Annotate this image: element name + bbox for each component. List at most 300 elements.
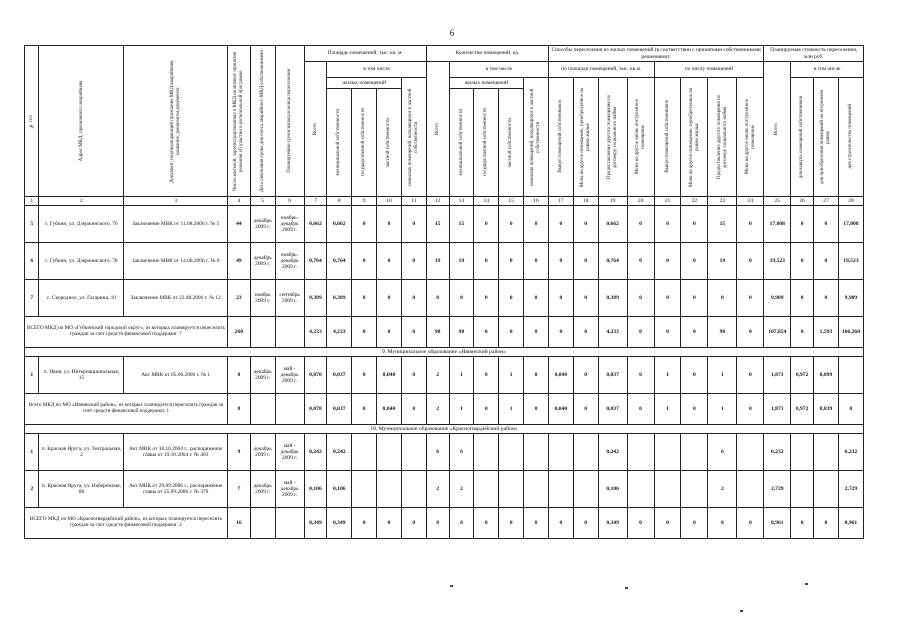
column-number: 10 (377, 197, 402, 206)
row-value: 6,232 (764, 434, 791, 471)
row-value: 0 (573, 206, 598, 243)
row-value: 0 (681, 357, 708, 394)
row-value: 2 (426, 357, 449, 394)
row-value: 0 (681, 206, 708, 243)
total-value: 0 (573, 317, 598, 348)
column-number: 3 (124, 197, 228, 206)
total-empty (250, 394, 275, 425)
total-value: 0 (377, 508, 402, 539)
row-document: Акт МВК от 29.09.2006 г., распоряжение главы от 25.09.2006 г. № 370 (124, 471, 228, 508)
column-number: 25 (764, 197, 791, 206)
total-row (25, 317, 864, 348)
row-value: 0 (401, 280, 426, 317)
row-number: 2 (25, 471, 39, 508)
column-number: 16 (524, 197, 549, 206)
total-value: 0 (838, 394, 863, 425)
row-demolish-date: декабрь 2009 г. (250, 471, 275, 508)
total-value: 98 (708, 317, 737, 348)
column-number: 13 (449, 197, 474, 206)
row-value: 6 (708, 434, 737, 471)
row-value: 8 (426, 280, 449, 317)
row-value: 17,008 (764, 206, 791, 243)
row-value: 0,242 (598, 434, 627, 471)
hdr-period: Планируемые сроки начала и конца переселения (275, 46, 304, 197)
row-value: 0,040 (548, 357, 573, 394)
total-value: 0 (737, 508, 764, 539)
total-value: 0 (573, 394, 598, 425)
total-value: 0,040 (377, 394, 402, 425)
row-value: 0 (401, 357, 426, 394)
total-value: 0 (377, 317, 402, 348)
total-value: 1 (499, 394, 524, 425)
row-period: май - декабрь 2009 г. (275, 471, 304, 508)
row-value: 0 (737, 243, 764, 280)
row-value: 0,106 (327, 471, 352, 508)
hdr-address: Адрес МКД, признанного аварийным (39, 46, 124, 197)
row-value: 19,523 (764, 243, 791, 280)
row-value: 0,242 (327, 434, 352, 471)
total-value: 0 (791, 508, 814, 539)
table-row (25, 471, 864, 508)
column-number: 7 (304, 197, 327, 206)
total-value: 1 (708, 394, 737, 425)
row-value: 0 (573, 243, 598, 280)
total-value: 0 (401, 317, 426, 348)
row-value (791, 434, 814, 471)
table-row (25, 357, 864, 394)
total-value: 0 (627, 394, 654, 425)
row-value: 0,389 (327, 280, 352, 317)
column-number: 14 (474, 197, 499, 206)
total-value: 0 (499, 508, 524, 539)
total-row (25, 508, 864, 539)
row-value: 0 (654, 280, 681, 317)
row-value: 0,037 (327, 357, 352, 394)
total-people: 16 (227, 508, 250, 539)
total-empty (275, 394, 304, 425)
row-value: 0,662 (598, 206, 627, 243)
row-document: Заключение МВК от 11.08.2006 г. № 5 (124, 206, 228, 243)
total-value: 0 (627, 508, 654, 539)
row-value: 2 (708, 471, 737, 508)
row-value: 0,899 (814, 357, 839, 394)
row-value: 1 (499, 357, 524, 394)
scan-mark (450, 585, 453, 587)
total-value: 0 (401, 394, 426, 425)
row-value: 19 (708, 243, 737, 280)
column-number: 28 (838, 197, 863, 206)
resettlement-table: № п/п Адрес МКД, признанного аварийным Документ, подтверждающий признание МКД аварийным, название, реквизиты документа Число жителей, зарегистрированных в МКД на момент принятия решения об участии в региональной программе Дата окончания срока для сноса аварийного МКД собственниками Планируемые сроки начала и конца переселения Площадь помещений, тыс. кв. м. Количество помещений, ед. Способы переселения из жилых помещений (в соответствии с принятыми собственниками решениями): Планируемая стоимость переселения, млн руб. Всего в том числе Всего в том числе по площади помещений, тыс. кв.м. по числу помещений Всего в том числе жилых помещений нежилых помещений, находящихся в частной собственности жилых помещений нежилых помещений, находящихся в частной собственности Выкуп помещений собственников Мена на другое помещение, приобретенное на рынке жилья Предоставление другого помещения по договору социального найма Мена на другое вновь построенное помещение Выкуп помещений собственников Мена на другое помещение, приобретенное на рынке жилья Предоставление другого помещения по договору социального найма Мена на другое вновь построенное помещение для выкупа помещений собственников для приобретения помещений на вторичном рынке для строительства помещений муниципальной собственности государственной собственности частной собственности муниципальной собственности государственной собственности частной собственности 1 2 3 4 5 6 7 8 9 10 11 12 13 14 15 16 17 18 19 20 21 22 23 24 25 26 27 28 5 г. Губкин, ул. Дзержинского, 76 Заключение МВК от 11.08.2006 г. № 5 44 декабрь 2009 г. ноябрь-декабрь 2009 г. 0,662 0,662 0 0 0 15 15 0 0 0 0 0 0,662 0 0 0 15 0 17,008 0 0 17,008 6 г. Губкин, ул. Дзержинского, 78 Заключение МВК от 14.08.2006 г. № 6 49 декабрь 2009 г. ноябрь-декабрь 2009 г. 0,764 0,764 0 0 0 19 19 0 0 0 0 0 0,764 0 0 0 19 0 19,523 0 0 19,523 7 с. Скородное, ул. Гагарина, 10 Заключение МВК от 22.08.2006 г. № 12 23 ноябрь 2009 г. сентябрь 2009 г. 0,389 0,389 0 0 0 8 8 0 0 0 0 0 0,389 0 0 0 8 0 9,989 0 0 9,989 ВСЕГО МКД по МО «Губкинский городской округ», из которых планируется переселить граждан за счет средств финансовой поддержки: 7 260 4,233 4,233 0 0 0 98 98 0 0 0 0 0 4,233 0 0 0 98 0 107,854 0 1,593 106,260 9. Муниципальное образование «Ивнянский район» 1 п. Ивня, ул. Интернациональная, 15 Акт МВК от 05.06.2006 г. № 1 8 декабрь 2009 г. май - декабрь 2009 г. 0,078 0,037 0 0,040 0 2 1 0 1 0 0,040 0 0,037 0 1 0 1 0 1,871 0,972 0,899 Всего МКД по МО «Ивнянский район», из которых планируется переселить граждан за счет средств финансовой поддержки: 1 8 0,078 0,037 0 0,040 0 2 1 0 1 0 0,040 0 0,037 0 1 0 1 0 1,871 0,972 0,839 0 10. Муниципальное образование «Красногвардейский район» 1 п. Красная Яруга, ул. Театральная, 2 Акт МВК от 18.10.2004 г., распоряжение главы от 19.10.2004 г. № 403 9 декабрь 2009 г. май - декабрь 2009 г. 0,242 0,242 6 6 0,242 6 6,232 6,232 2 п. Красная Яруга, ул. Набережная, 88 Акт МВК от 29.09.2006 г., распоряжение главы от 25.09.2006 г. № 370 7 декабрь 2009 г. май - декабрь 2009 г. 0,106 0,106 2 2 0,106 2 2,729 2,729 ВСЕГО МКД по МО «Красногвардейский район», из которых планируется переселить граждан за счет средств финансовой поддержки: 2 16 0,349 0,349 0 0 0 8 8 0 0 0 0 0 0,349 0 0 0 8 0 8,961 0 0 8,961 (24, 45, 864, 539)
total-value: 0 (681, 394, 708, 425)
row-value (499, 471, 524, 508)
row-value: 0 (814, 280, 839, 317)
hdr-cost-incl: в том числе (791, 62, 864, 78)
table-row (25, 206, 864, 243)
column-number: 19 (598, 197, 627, 206)
total-value: 106,260 (838, 317, 863, 348)
hdr-by-count: по числу помещений (654, 62, 764, 78)
row-document: Заключение МВК от 14.08.2006 г. № 6 (124, 243, 228, 280)
row-period: ноябрь-декабрь 2009 г. (275, 206, 304, 243)
total-row (25, 394, 864, 425)
total-value: 1 (654, 394, 681, 425)
row-value: 6 (449, 434, 474, 471)
total-value: 8,961 (764, 508, 791, 539)
row-value (352, 471, 377, 508)
row-value (573, 471, 598, 508)
total-label: ВСЕГО МКД по МО «Губкинский городской округ», из которых планируется переселить граждан за счет средств финансовой поддержки: 7 (25, 317, 228, 348)
row-value: 0 (791, 243, 814, 280)
row-value (681, 434, 708, 471)
row-number: 1 (25, 357, 39, 394)
column-number: 8 (327, 197, 352, 206)
total-value: 0 (499, 317, 524, 348)
column-numbers-row (25, 197, 864, 206)
column-number: 5 (250, 197, 275, 206)
row-value: 0 (627, 206, 654, 243)
total-label: Всего МКД по МО «Ивнянский район», из которых планируется переселить граждан за счет средств финансовой поддержки: 1 (25, 394, 228, 425)
row-value: 0 (573, 280, 598, 317)
total-value: 0,349 (304, 508, 327, 539)
column-number: 2 (39, 197, 124, 206)
row-value (474, 434, 499, 471)
total-value: 0 (737, 394, 764, 425)
hdr-methods-group: Способы переселения из жилых помещений (в соответствии с принятыми собственниками решениями): (548, 46, 763, 62)
row-number: 7 (25, 280, 39, 317)
total-value: 1,593 (814, 317, 839, 348)
row-value (401, 434, 426, 471)
row-value: 9,989 (838, 280, 863, 317)
row-value (737, 471, 764, 508)
row-value (627, 471, 654, 508)
hdr-by-area: по площади помещений, тыс. кв.м. (548, 62, 654, 78)
total-value: 0 (474, 394, 499, 425)
row-value: 0,040 (377, 357, 402, 394)
column-number: 6 (275, 197, 304, 206)
total-value: 0 (352, 508, 377, 539)
row-value (573, 434, 598, 471)
row-document: Акт МВК от 18.10.2004 г., распоряжение главы от 19.10.2004 г. № 403 (124, 434, 228, 471)
scan-mark (805, 583, 808, 585)
row-demolish-date: декабрь 2009 г. (250, 243, 275, 280)
row-value: 1 (654, 357, 681, 394)
total-value: 0 (352, 394, 377, 425)
row-value: 0 (352, 280, 377, 317)
row-demolish-date: декабрь 2009 г. (250, 357, 275, 394)
row-value: 0 (499, 206, 524, 243)
row-value: 0 (654, 243, 681, 280)
total-value: 0 (548, 508, 573, 539)
row-value: 0,764 (598, 243, 627, 280)
row-period: май - декабрь 2009 г. (275, 357, 304, 394)
total-value: 8 (449, 508, 474, 539)
column-number: 27 (814, 197, 839, 206)
column-number: 23 (708, 197, 737, 206)
total-value: 0 (474, 317, 499, 348)
total-value: 0 (524, 317, 549, 348)
total-value: 0,037 (598, 394, 627, 425)
row-value: 0 (474, 206, 499, 243)
row-document: Заключение МВК от 22.08.2006 г. № 12 (124, 280, 228, 317)
total-people: 8 (227, 394, 250, 425)
row-value: 0 (377, 280, 402, 317)
hdr-count-incl: в том числе (449, 62, 548, 78)
row-value: 1 (708, 357, 737, 394)
total-value: 0,349 (598, 508, 627, 539)
row-value: 19 (449, 243, 474, 280)
row-people: 9 (227, 434, 250, 471)
total-value: 1 (449, 394, 474, 425)
page-number: 6 (449, 28, 455, 38)
total-value: 0,349 (327, 508, 352, 539)
hdr-area-residential: жилых помещений (327, 77, 402, 89)
row-value: 0,764 (304, 243, 327, 280)
total-value: 0 (474, 508, 499, 539)
row-value: 0,106 (598, 471, 627, 508)
hdr-count-total: Всего (434, 122, 440, 136)
column-number: 17 (548, 197, 573, 206)
row-value: 0 (524, 243, 549, 280)
row-number: 1 (25, 434, 39, 471)
total-value: 0 (524, 508, 549, 539)
column-number: 12 (426, 197, 449, 206)
row-value (838, 357, 863, 394)
total-value: 0,972 (791, 394, 814, 425)
total-value: 0 (401, 508, 426, 539)
column-number: 24 (737, 197, 764, 206)
total-value: 0 (654, 508, 681, 539)
row-value: 0,242 (304, 434, 327, 471)
row-value: 0 (548, 243, 573, 280)
row-value (499, 434, 524, 471)
row-value: 1 (449, 357, 474, 394)
hdr-count-residential: жилых помещений (449, 77, 524, 89)
row-value: 0 (377, 243, 402, 280)
row-people: 8 (227, 357, 250, 394)
total-value: 0 (681, 508, 708, 539)
total-value: 0,839 (814, 394, 839, 425)
total-value: 0,078 (304, 394, 327, 425)
row-value (474, 471, 499, 508)
row-address: п. Красная Яруга, ул. Набережная, 88 (39, 471, 124, 508)
total-value: 4,233 (304, 317, 327, 348)
row-value: 17,008 (838, 206, 863, 243)
row-value: 0 (401, 243, 426, 280)
column-number: 1 (25, 197, 39, 206)
total-value: 0 (654, 317, 681, 348)
row-value: 0 (681, 280, 708, 317)
row-period: ноябрь-декабрь 2009 г. (275, 243, 304, 280)
row-value: 0 (474, 243, 499, 280)
row-value: 0 (524, 280, 549, 317)
row-value: 2 (426, 471, 449, 508)
total-value: 0 (524, 394, 549, 425)
scan-mark (740, 610, 743, 612)
row-people: 7 (227, 471, 250, 508)
total-value: 0 (737, 317, 764, 348)
row-value: 0 (627, 280, 654, 317)
row-value: 15 (449, 206, 474, 243)
row-people: 44 (227, 206, 250, 243)
row-value: 0,764 (327, 243, 352, 280)
column-number: 20 (627, 197, 654, 206)
row-value: 0 (791, 206, 814, 243)
row-value: 0,972 (791, 357, 814, 394)
section-title: 10. Муниципальное образование «Красногвардейский район» (25, 425, 864, 434)
column-number: 21 (654, 197, 681, 206)
row-value: 8 (449, 280, 474, 317)
total-empty (275, 317, 304, 348)
total-value: 0 (548, 317, 573, 348)
row-value: 0 (737, 206, 764, 243)
row-value: 0 (499, 280, 524, 317)
row-value: 0 (627, 357, 654, 394)
column-number: 26 (791, 197, 814, 206)
table-row (25, 280, 864, 317)
row-value: 0,389 (304, 280, 327, 317)
total-value: 8 (426, 508, 449, 539)
row-value (814, 434, 839, 471)
total-value: 1,871 (764, 394, 791, 425)
row-value (627, 434, 654, 471)
row-value: 0,106 (304, 471, 327, 508)
row-value: 2 (449, 471, 474, 508)
total-label: ВСЕГО МКД по МО «Красногвардейский район», из которых планируется переселить граждан за счет средств финансовой поддержки: 2 (25, 508, 228, 539)
row-value (524, 471, 549, 508)
row-value: 0 (681, 243, 708, 280)
hdr-demolish-date: Дата окончания срока для сноса аварийного МКД собственниками (250, 46, 275, 197)
scan-mark (625, 587, 628, 589)
row-value: 15 (426, 206, 449, 243)
total-value: 98 (449, 317, 474, 348)
row-value: 0 (814, 206, 839, 243)
total-value: 107,854 (764, 317, 791, 348)
row-value: 2,729 (764, 471, 791, 508)
total-value: 8 (708, 508, 737, 539)
row-value (791, 471, 814, 508)
row-address: п. Ивня, ул. Интернациональная, 15 (39, 357, 124, 394)
row-demolish-date: декабрь 2009 г. (250, 434, 275, 471)
total-value: 0 (791, 317, 814, 348)
total-value: 8,961 (838, 508, 863, 539)
row-value: 19,523 (838, 243, 863, 280)
row-people: 49 (227, 243, 250, 280)
total-value: 98 (426, 317, 449, 348)
row-value (814, 471, 839, 508)
row-value: 0 (352, 357, 377, 394)
row-value: 8 (708, 280, 737, 317)
row-number: 6 (25, 243, 39, 280)
row-value: 1,871 (764, 357, 791, 394)
row-value: 9,989 (764, 280, 791, 317)
row-value: 0,078 (304, 357, 327, 394)
row-value: 6,232 (838, 434, 863, 471)
row-value (401, 471, 426, 508)
section-row (25, 348, 864, 357)
row-address: п. Красная Яруга, ул. Театральная, 2 (39, 434, 124, 471)
row-value: 0,389 (598, 280, 627, 317)
row-value: 0 (352, 243, 377, 280)
row-value (548, 471, 573, 508)
hdr-area-incl: в том числе (327, 62, 426, 78)
total-empty (250, 508, 275, 539)
row-value: 0 (548, 206, 573, 243)
row-address: с. Скородное, ул. Гагарина, 10 (39, 280, 124, 317)
row-value: 0 (737, 280, 764, 317)
column-number: 18 (573, 197, 598, 206)
row-demolish-date: декабрь 2009 г. (250, 206, 275, 243)
row-value: 0 (499, 243, 524, 280)
row-value: 0,662 (327, 206, 352, 243)
table-row (25, 434, 864, 471)
hdr-area-group: Площадь помещений, тыс. кв. м. (304, 46, 426, 62)
row-value: 0 (524, 357, 549, 394)
hdr-count-group: Количество помещений, ед. (426, 46, 548, 62)
hdr-num: № п/п (25, 46, 39, 197)
total-value: 0 (814, 508, 839, 539)
row-value: 15 (708, 206, 737, 243)
row-value (737, 434, 764, 471)
row-value: 6 (426, 434, 449, 471)
row-value: 0,037 (598, 357, 627, 394)
total-value: 0 (352, 317, 377, 348)
row-people: 23 (227, 280, 250, 317)
row-value (654, 434, 681, 471)
row-value: 0 (548, 280, 573, 317)
hdr-people: Число жителей, зарегистрированных в МКД на момент принятия решения об участии в региональной программе (227, 46, 250, 197)
row-value: 0 (654, 206, 681, 243)
row-value: 19 (426, 243, 449, 280)
hdr-document: Документ, подтверждающий признание МКД аварийным, название, реквизиты документа (124, 46, 228, 197)
total-empty (275, 508, 304, 539)
row-value: 0 (573, 357, 598, 394)
row-value (681, 471, 708, 508)
row-value (352, 434, 377, 471)
column-number: 4 (227, 197, 250, 206)
table-row (25, 243, 864, 280)
column-number: 15 (499, 197, 524, 206)
total-empty (250, 317, 275, 348)
total-value: 2 (426, 394, 449, 425)
row-address: г. Губкин, ул. Дзержинского, 78 (39, 243, 124, 280)
total-value: 0 (573, 508, 598, 539)
row-demolish-date: ноябрь 2009 г. (250, 280, 275, 317)
row-value: 0 (791, 280, 814, 317)
row-address: г. Губкин, ул. Дзержинского, 76 (39, 206, 124, 243)
section-row (25, 425, 864, 434)
row-value: 0,662 (304, 206, 327, 243)
row-value (548, 434, 573, 471)
row-value: 0 (352, 206, 377, 243)
row-value: 0 (627, 243, 654, 280)
total-value: 0 (627, 317, 654, 348)
row-period: сентябрь 2009 г. (275, 280, 304, 317)
row-value (524, 434, 549, 471)
section-title: 9. Муниципальное образование «Ивнянский район» (25, 348, 864, 357)
row-value: 2,729 (838, 471, 863, 508)
total-people: 260 (227, 317, 250, 348)
hdr-cost-group: Планируемая стоимость переселения, млн руб. (764, 46, 864, 62)
row-value: 0 (401, 206, 426, 243)
total-value: 0,040 (548, 394, 573, 425)
column-number: 11 (401, 197, 426, 206)
row-value (654, 471, 681, 508)
hdr-cost-total: Всего (774, 122, 780, 136)
row-value: 0 (377, 206, 402, 243)
row-number: 5 (25, 206, 39, 243)
total-value: 0 (681, 317, 708, 348)
column-number: 22 (681, 197, 708, 206)
